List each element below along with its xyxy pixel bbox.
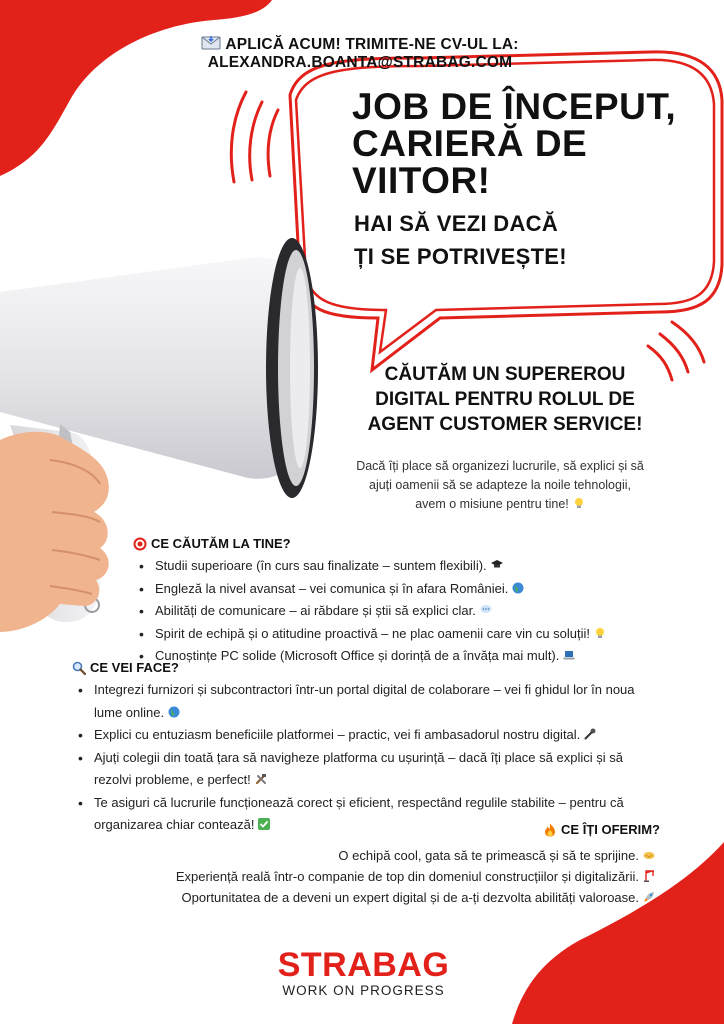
section-title: CE ÎȚI OFERIM? bbox=[561, 822, 660, 837]
intro-line: avem o misiune pentru tine! bbox=[415, 497, 569, 511]
subheadline-line: HAI SĂ VEZI DACĂ bbox=[354, 211, 559, 236]
tasks-section bbox=[72, 660, 662, 837]
fire-icon bbox=[543, 823, 557, 837]
apply-email[interactable]: ALEXANDRA.BOANTA@STRABAG.COM bbox=[207, 54, 513, 71]
list-item: • Engleză la nivel avansat – vei comunica și în afara României. bbox=[133, 578, 693, 601]
intro-line: Dacă îți place să organizezi lucrurile, să explici și să bbox=[356, 459, 644, 473]
offer-item: O echipă cool, gata să te primească și să te sprijine. bbox=[70, 845, 655, 866]
sound-line bbox=[231, 92, 246, 182]
list-item: • Studii superioare (în curs sau finalizate – suntem flexibili). bbox=[133, 555, 693, 578]
lightbulb-icon bbox=[573, 497, 585, 509]
graduation-cap-icon bbox=[491, 559, 503, 571]
intro-text bbox=[330, 457, 670, 514]
globe-icon bbox=[512, 582, 524, 594]
sound-line bbox=[250, 102, 262, 180]
role-title bbox=[360, 362, 650, 437]
list-item: • Te asiguri că lucrurile funcționează corect și eficient, respectând regulile stabilite – pentru că organizarea chiar contează! bbox=[72, 792, 662, 837]
intro-line: ajuți oamenii să se adapteze la noile tehnologii, bbox=[369, 478, 631, 492]
sound-line bbox=[648, 346, 672, 380]
apply-line: APLICĂ ACUM! TRIMITE-NE CV-UL LA: bbox=[225, 36, 519, 53]
crane-icon bbox=[643, 870, 655, 882]
sound-line bbox=[660, 334, 688, 372]
headline bbox=[352, 88, 682, 199]
headline-line: CARIERĂ DE bbox=[352, 123, 588, 164]
offers-list bbox=[70, 845, 655, 908]
list-item: • Explici cu entuziasm beneficiile platformei – practic, vei fi ambasadorul nostru digital. bbox=[72, 724, 662, 747]
magnifier-icon bbox=[72, 661, 86, 675]
microphone-icon bbox=[584, 728, 596, 740]
list-item: • Ajuți colegii din toată țara să navigheze platforma cu ușurință – dacă îți place să explici și să rezolvi probleme, e perfect! bbox=[72, 747, 662, 792]
sound-line bbox=[268, 110, 278, 176]
check-mark-icon bbox=[258, 818, 270, 830]
list-item: • Abilități de comunicare – ai răbdare și știi să explici clar. bbox=[133, 600, 693, 623]
apply-callout bbox=[140, 36, 580, 72]
subheadline-line: ȚI SE POTRIVEȘTE! bbox=[354, 244, 567, 269]
logo-tagline: WORK ON PROGRESS bbox=[282, 983, 445, 998]
globe-icon bbox=[168, 706, 180, 718]
lightbulb-icon bbox=[594, 627, 606, 639]
strabag-logo bbox=[276, 948, 451, 1000]
speech-balloon-icon bbox=[480, 604, 492, 616]
offers-title-row bbox=[500, 822, 660, 837]
handshake-icon bbox=[643, 849, 655, 861]
section-title: CE CĂUTĂM LA TINE? bbox=[151, 536, 291, 551]
logo-wordmark: STRABAG bbox=[277, 946, 450, 984]
role-title-line: DIGITAL PENTRU ROLUL DE bbox=[375, 389, 635, 410]
headline-line: VIITOR! bbox=[352, 160, 491, 201]
tools-icon bbox=[255, 773, 267, 785]
subheadline bbox=[354, 207, 654, 273]
role-title-line: AGENT CUSTOMER SERVICE! bbox=[367, 414, 643, 435]
list-item: • Cunoștințe PC solide (Microsoft Office și dorință de a învăța mai mult). bbox=[133, 645, 693, 668]
offer-item: Oportunitatea de a deveni un expert digital și de a-ți dezvolta abilități valoroase. bbox=[70, 887, 655, 908]
headline-line: JOB DE ÎNCEPUT, bbox=[352, 86, 677, 127]
envelope-icon bbox=[201, 36, 221, 50]
list-item: • Spirit de echipă și o atitudine proactivă – ne plac oamenii care vin cu soluții! bbox=[133, 623, 693, 646]
section-title: CE VEI FACE? bbox=[90, 660, 179, 675]
offer-item: Experiență reală într-o companie de top din domeniul construcțiilor și digitalizării. bbox=[70, 866, 655, 887]
sound-line bbox=[672, 322, 704, 362]
target-icon bbox=[133, 537, 147, 551]
list-item: • Integrezi furnizori și subcontractori într-un portal digital de colaborare – vei fi ghidul lor în noua lume online. bbox=[72, 679, 662, 724]
requirements-section bbox=[133, 536, 693, 668]
role-title-line: CĂUTĂM UN SUPEREROU bbox=[384, 364, 626, 385]
rocket-icon bbox=[643, 891, 655, 903]
